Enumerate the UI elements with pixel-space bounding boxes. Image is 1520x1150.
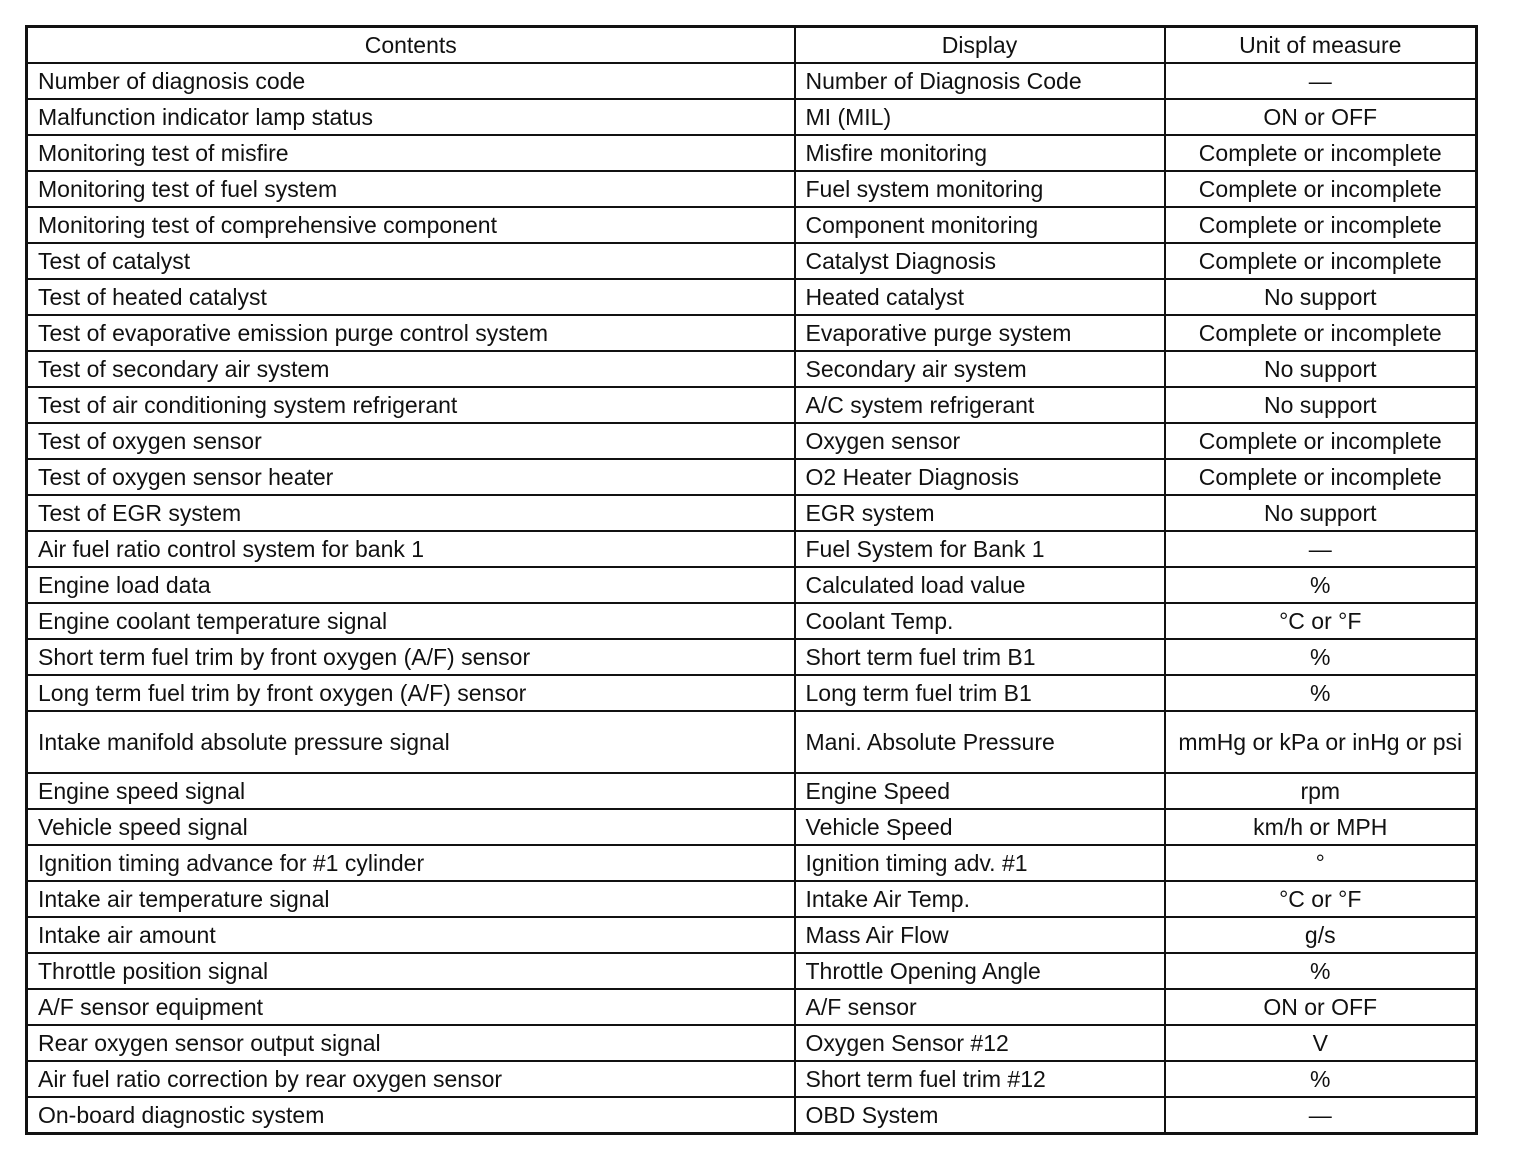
table-row — [27, 953, 1477, 989]
cell-contents: Test of secondary air system — [27, 351, 795, 387]
cell-display: Oxygen Sensor #12 — [795, 1025, 1165, 1061]
table-body — [27, 63, 1477, 1134]
cell-contents: Engine load data — [27, 567, 795, 603]
cell-unit: — — [1165, 63, 1477, 99]
table-row — [27, 989, 1477, 1025]
table-row — [27, 243, 1477, 279]
cell-unit: Complete or incomplete — [1165, 207, 1477, 243]
cell-display: Number of Diagnosis Code — [795, 63, 1165, 99]
cell-unit: ON or OFF — [1165, 99, 1477, 135]
cell-display: Misfire monitoring — [795, 135, 1165, 171]
table-row — [27, 845, 1477, 881]
table-header-row — [27, 27, 1477, 64]
cell-unit: No support — [1165, 387, 1477, 423]
cell-display: A/F sensor — [795, 989, 1165, 1025]
table-row — [27, 135, 1477, 171]
cell-display: Mani. Absolute Pressure — [795, 711, 1165, 773]
table-row — [27, 773, 1477, 809]
cell-display: EGR system — [795, 495, 1165, 531]
header-display: Display — [795, 27, 1165, 64]
cell-contents: Engine speed signal — [27, 773, 795, 809]
cell-display: Ignition timing adv. #1 — [795, 845, 1165, 881]
table-row — [27, 279, 1477, 315]
cell-display: Fuel System for Bank 1 — [795, 531, 1165, 567]
table-row — [27, 603, 1477, 639]
cell-unit: Complete or incomplete — [1165, 135, 1477, 171]
cell-unit: g/s — [1165, 917, 1477, 953]
header-contents: Contents — [27, 27, 795, 64]
cell-display: Component monitoring — [795, 207, 1165, 243]
header-unit-of-measure: Unit of measure — [1165, 27, 1477, 64]
cell-display: A/C system refrigerant — [795, 387, 1165, 423]
cell-display: Evaporative purge system — [795, 315, 1165, 351]
cell-contents: Number of diagnosis code — [27, 63, 795, 99]
cell-unit: Complete or incomplete — [1165, 315, 1477, 351]
cell-unit: °C or °F — [1165, 603, 1477, 639]
cell-contents: Rear oxygen sensor output signal — [27, 1025, 795, 1061]
cell-contents: Intake manifold absolute pressure signal — [27, 711, 795, 773]
diagnosis-table — [25, 25, 1478, 1135]
cell-unit: — — [1165, 531, 1477, 567]
cell-unit: % — [1165, 639, 1477, 675]
cell-contents: Test of air conditioning system refrigerant — [27, 387, 795, 423]
cell-contents: Test of evaporative emission purge control system — [27, 315, 795, 351]
cell-unit: — — [1165, 1097, 1477, 1134]
cell-unit: No support — [1165, 495, 1477, 531]
cell-display: Short term fuel trim #12 — [795, 1061, 1165, 1097]
table-row — [27, 711, 1477, 773]
cell-display: Secondary air system — [795, 351, 1165, 387]
table-row — [27, 1025, 1477, 1061]
table-row — [27, 423, 1477, 459]
cell-contents: Test of heated catalyst — [27, 279, 795, 315]
cell-contents: Test of catalyst — [27, 243, 795, 279]
cell-display: O2 Heater Diagnosis — [795, 459, 1165, 495]
cell-unit: mmHg or kPa or inHg or psi — [1165, 711, 1477, 773]
cell-display: Coolant Temp. — [795, 603, 1165, 639]
cell-unit: ON or OFF — [1165, 989, 1477, 1025]
cell-contents: Short term fuel trim by front oxygen (A/F) sensor — [27, 639, 795, 675]
cell-unit: °C or °F — [1165, 881, 1477, 917]
table-row — [27, 351, 1477, 387]
cell-contents: Ignition timing advance for #1 cylinder — [27, 845, 795, 881]
cell-contents: Long term fuel trim by front oxygen (A/F) sensor — [27, 675, 795, 711]
cell-contents: Monitoring test of misfire — [27, 135, 795, 171]
table-row — [27, 567, 1477, 603]
cell-unit: rpm — [1165, 773, 1477, 809]
table-row — [27, 387, 1477, 423]
cell-display: Intake Air Temp. — [795, 881, 1165, 917]
cell-display: Calculated load value — [795, 567, 1165, 603]
table-row — [27, 639, 1477, 675]
table-row — [27, 809, 1477, 845]
cell-contents: Air fuel ratio correction by rear oxygen sensor — [27, 1061, 795, 1097]
cell-display: Heated catalyst — [795, 279, 1165, 315]
table-row — [27, 99, 1477, 135]
cell-unit: km/h or MPH — [1165, 809, 1477, 845]
cell-contents: Malfunction indicator lamp status — [27, 99, 795, 135]
cell-unit: % — [1165, 1061, 1477, 1097]
diagnosis-table-container — [25, 25, 1475, 1135]
table-row — [27, 315, 1477, 351]
table-row — [27, 917, 1477, 953]
cell-display: Vehicle Speed — [795, 809, 1165, 845]
cell-contents: Monitoring test of fuel system — [27, 171, 795, 207]
cell-display: Throttle Opening Angle — [795, 953, 1165, 989]
cell-display: MI (MIL) — [795, 99, 1165, 135]
cell-contents: On-board diagnostic system — [27, 1097, 795, 1134]
cell-contents: Vehicle speed signal — [27, 809, 795, 845]
cell-contents: A/F sensor equipment — [27, 989, 795, 1025]
cell-unit: Complete or incomplete — [1165, 243, 1477, 279]
cell-contents: Test of oxygen sensor heater — [27, 459, 795, 495]
cell-display: Fuel system monitoring — [795, 171, 1165, 207]
table-row — [27, 881, 1477, 917]
table-row — [27, 531, 1477, 567]
cell-unit: Complete or incomplete — [1165, 423, 1477, 459]
table-row — [27, 495, 1477, 531]
cell-display: Long term fuel trim B1 — [795, 675, 1165, 711]
table-row — [27, 1061, 1477, 1097]
table-row — [27, 63, 1477, 99]
cell-display: Oxygen sensor — [795, 423, 1165, 459]
cell-contents: Throttle position signal — [27, 953, 795, 989]
cell-contents: Intake air temperature signal — [27, 881, 795, 917]
table-row — [27, 459, 1477, 495]
cell-contents: Engine coolant temperature signal — [27, 603, 795, 639]
cell-display: Mass Air Flow — [795, 917, 1165, 953]
cell-contents: Intake air amount — [27, 917, 795, 953]
cell-unit: No support — [1165, 279, 1477, 315]
cell-unit: % — [1165, 567, 1477, 603]
cell-unit: Complete or incomplete — [1165, 171, 1477, 207]
cell-contents: Air fuel ratio control system for bank 1 — [27, 531, 795, 567]
cell-unit: % — [1165, 675, 1477, 711]
table-row — [27, 207, 1477, 243]
table-row — [27, 1097, 1477, 1134]
cell-display: OBD System — [795, 1097, 1165, 1134]
cell-unit: Complete or incomplete — [1165, 459, 1477, 495]
cell-contents: Test of oxygen sensor — [27, 423, 795, 459]
cell-display: Engine Speed — [795, 773, 1165, 809]
table-row — [27, 675, 1477, 711]
cell-display: Catalyst Diagnosis — [795, 243, 1165, 279]
cell-unit: V — [1165, 1025, 1477, 1061]
cell-display: Short term fuel trim B1 — [795, 639, 1165, 675]
cell-unit: No support — [1165, 351, 1477, 387]
cell-contents: Test of EGR system — [27, 495, 795, 531]
table-row — [27, 171, 1477, 207]
cell-unit: % — [1165, 953, 1477, 989]
cell-contents: Monitoring test of comprehensive component — [27, 207, 795, 243]
cell-unit: ° — [1165, 845, 1477, 881]
